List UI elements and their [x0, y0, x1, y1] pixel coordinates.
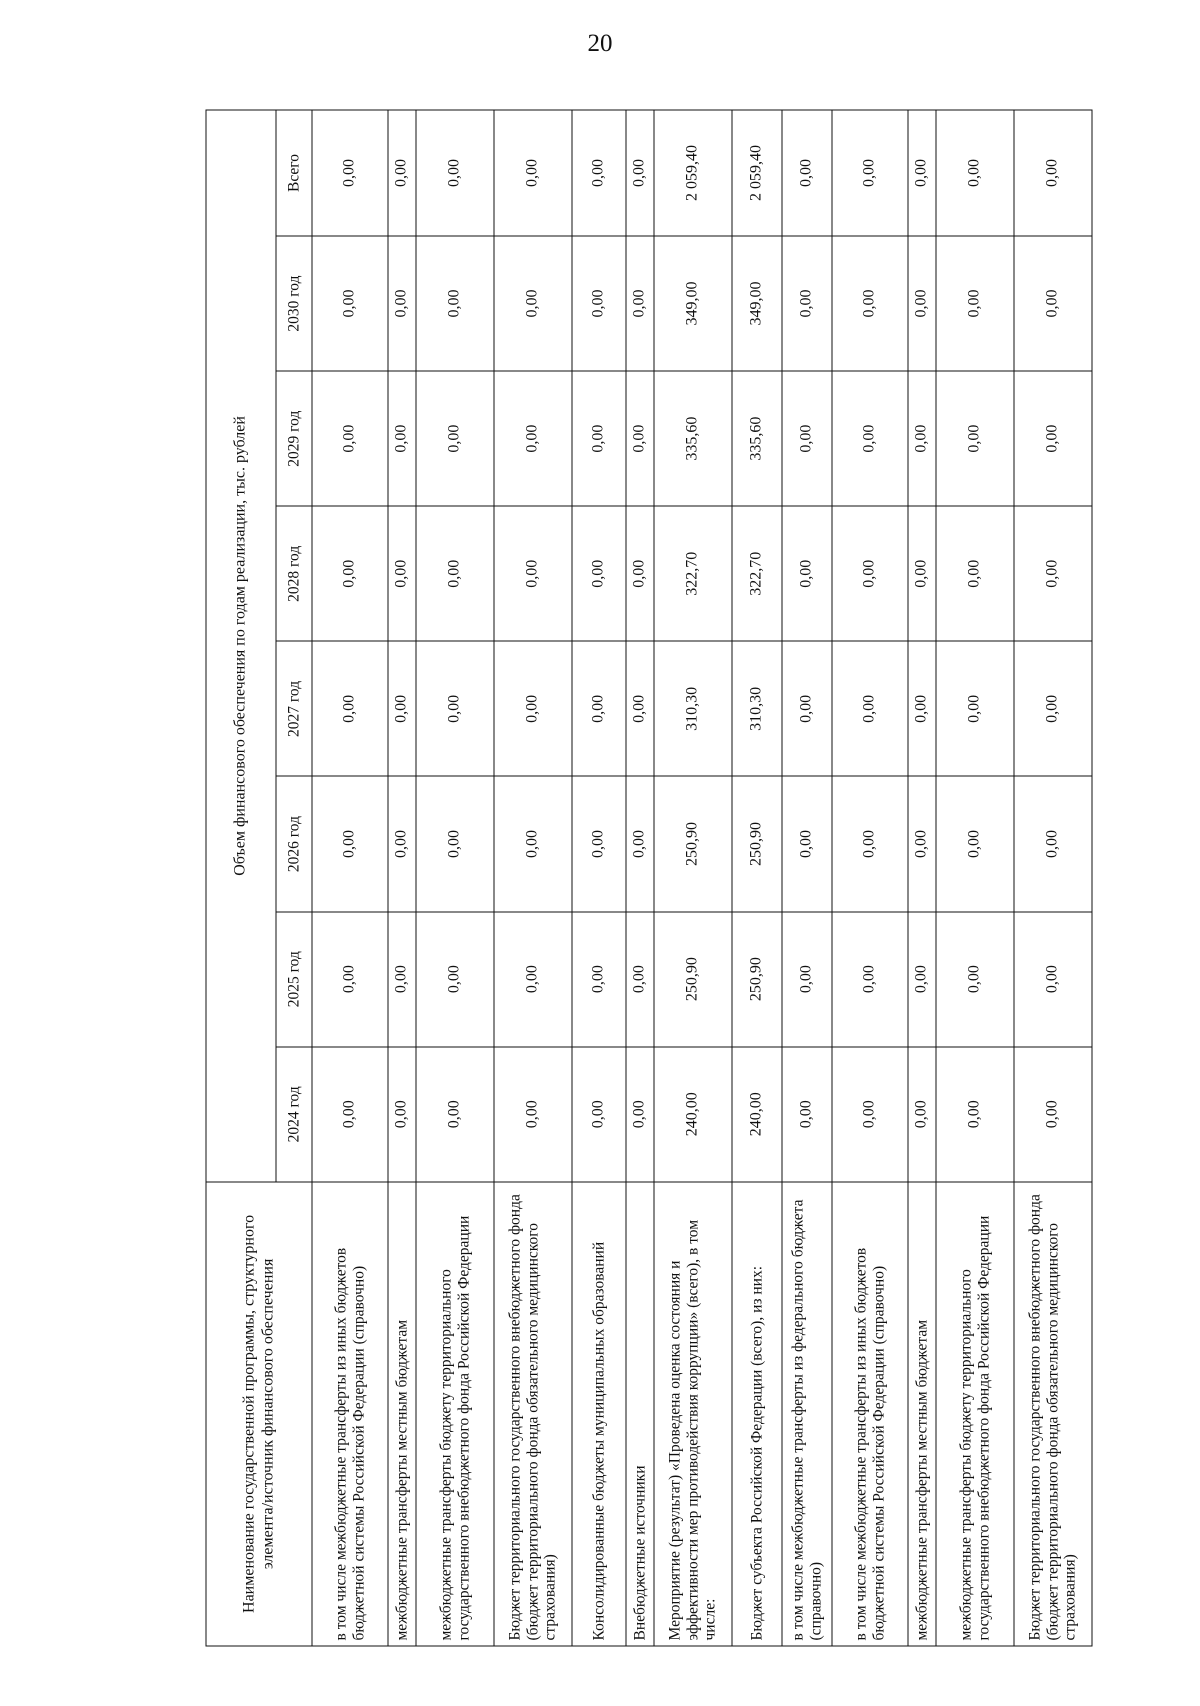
- cell-value: 0,00: [388, 506, 416, 641]
- cell-value: 0,00: [626, 776, 654, 911]
- cell-value: 0,00: [782, 776, 832, 911]
- cell-value: 0,00: [388, 641, 416, 776]
- cell-value: 0,00: [312, 641, 388, 776]
- header-year-2029: 2029 год: [276, 371, 312, 506]
- cell-value: 335,60: [732, 371, 782, 506]
- cell-value: 250,90: [732, 776, 782, 911]
- cell-value: 0,00: [908, 641, 936, 776]
- row-name: Бюджет территориального государственного внебюджетного фонда (бюджет территориального фонда обязательного медицинского страхования): [494, 1182, 572, 1646]
- row-name: Мероприятие (результат) «Проведена оценка состояния и эффективности мер противодействия коррупции» (всего), в том числе:: [654, 1182, 732, 1646]
- table-row: [494, 110, 572, 1646]
- cell-value: 0,00: [782, 1047, 832, 1182]
- table-row: [1014, 110, 1092, 1646]
- cell-value: 2 059,40: [654, 110, 732, 236]
- cell-value: 0,00: [572, 1047, 626, 1182]
- cell-value: 0,00: [1014, 776, 1092, 911]
- header-total: Всего: [276, 110, 312, 236]
- header-year-2027: 2027 год: [276, 641, 312, 776]
- row-name: Бюджет субъекта Российской Федерации (всего), из них:: [732, 1182, 782, 1646]
- cell-value: 0,00: [782, 912, 832, 1047]
- cell-value: 0,00: [936, 912, 1014, 1047]
- header-year-2030: 2030 год: [276, 236, 312, 371]
- cell-value: 0,00: [908, 371, 936, 506]
- cell-value: 0,00: [1014, 236, 1092, 371]
- cell-value: 0,00: [494, 506, 572, 641]
- cell-value: 322,70: [732, 506, 782, 641]
- cell-value: 0,00: [832, 776, 908, 911]
- cell-value: 0,00: [312, 912, 388, 1047]
- table-row: [654, 110, 732, 1646]
- cell-value: 0,00: [312, 236, 388, 371]
- cell-value: 0,00: [494, 912, 572, 1047]
- table-row: [312, 110, 388, 1646]
- cell-value: 0,00: [1014, 912, 1092, 1047]
- row-name: Консолидированные бюджеты муниципальных образований: [572, 1182, 626, 1646]
- cell-value: 0,00: [494, 776, 572, 911]
- cell-value: 0,00: [626, 641, 654, 776]
- rotated-table-container: [206, 110, 1079, 1647]
- cell-value: 0,00: [626, 1047, 654, 1182]
- cell-value: 0,00: [936, 236, 1014, 371]
- cell-value: 0,00: [312, 776, 388, 911]
- cell-value: 2 059,40: [732, 110, 782, 236]
- cell-value: 0,00: [572, 110, 626, 236]
- cell-value: 0,00: [782, 641, 832, 776]
- cell-value: 0,00: [494, 641, 572, 776]
- row-name: Бюджет территориального государственного внебюджетного фонда (бюджет территориального фонда обязательного медицинского страхования): [1014, 1182, 1092, 1646]
- cell-value: 0,00: [388, 371, 416, 506]
- header-year-2024: 2024 год: [276, 1047, 312, 1182]
- cell-value: 349,00: [732, 236, 782, 371]
- cell-value: 335,60: [654, 371, 732, 506]
- cell-value: 0,00: [782, 110, 832, 236]
- cell-value: 0,00: [312, 1047, 388, 1182]
- cell-value: 0,00: [572, 912, 626, 1047]
- cell-value: 0,00: [388, 1047, 416, 1182]
- cell-value: 322,70: [654, 506, 732, 641]
- cell-value: 0,00: [572, 641, 626, 776]
- cell-value: 0,00: [1014, 1047, 1092, 1182]
- cell-value: 0,00: [832, 641, 908, 776]
- financing-table: [206, 110, 1093, 1647]
- row-name: межбюджетные трансферты местным бюджетам: [388, 1182, 416, 1646]
- row-name: Внебюджетные источники: [626, 1182, 654, 1646]
- cell-value: 0,00: [936, 506, 1014, 641]
- header-name-column: Наименование государственной программы, структурного элемента/источник финансового обеспечения: [206, 1182, 312, 1646]
- cell-value: 0,00: [1014, 110, 1092, 236]
- cell-value: 0,00: [832, 110, 908, 236]
- cell-value: 0,00: [782, 506, 832, 641]
- cell-value: 0,00: [908, 776, 936, 911]
- table-row: [388, 110, 416, 1646]
- cell-value: 0,00: [908, 236, 936, 371]
- cell-value: 0,00: [312, 506, 388, 641]
- cell-value: 0,00: [416, 1047, 494, 1182]
- row-name: межбюджетные трансферты бюджету территориального государственного внебюджетного фонда Российской Федерации: [416, 1182, 494, 1646]
- cell-value: 0,00: [416, 641, 494, 776]
- header-volume-group: Объем финансового обеспечения по годам реализации, тыс. рублей: [206, 110, 276, 1182]
- cell-value: 0,00: [416, 110, 494, 236]
- cell-value: 0,00: [832, 236, 908, 371]
- cell-value: 0,00: [494, 1047, 572, 1182]
- cell-value: 0,00: [782, 236, 832, 371]
- cell-value: 0,00: [782, 371, 832, 506]
- cell-value: 0,00: [494, 371, 572, 506]
- cell-value: 250,90: [654, 912, 732, 1047]
- cell-value: 0,00: [1014, 506, 1092, 641]
- table-row: [416, 110, 494, 1646]
- cell-value: 310,30: [654, 641, 732, 776]
- cell-value: 0,00: [494, 236, 572, 371]
- table-row: [782, 110, 832, 1646]
- cell-value: 250,90: [654, 776, 732, 911]
- cell-value: 0,00: [626, 506, 654, 641]
- cell-value: 0,00: [572, 371, 626, 506]
- row-name: в том числе межбюджетные трансферты из иных бюджетов бюджетной системы Российской Федерации (справочно): [832, 1182, 908, 1646]
- cell-value: 0,00: [832, 506, 908, 641]
- cell-value: 250,90: [732, 912, 782, 1047]
- cell-value: 0,00: [388, 912, 416, 1047]
- cell-value: 0,00: [416, 371, 494, 506]
- cell-value: 0,00: [626, 236, 654, 371]
- cell-value: 0,00: [312, 110, 388, 236]
- cell-value: 0,00: [1014, 641, 1092, 776]
- table-row: [908, 110, 936, 1646]
- cell-value: 0,00: [936, 371, 1014, 506]
- cell-value: 0,00: [936, 776, 1014, 911]
- cell-value: 240,00: [732, 1047, 782, 1182]
- cell-value: 0,00: [416, 236, 494, 371]
- cell-value: 0,00: [1014, 371, 1092, 506]
- cell-value: 240,00: [654, 1047, 732, 1182]
- cell-value: 0,00: [832, 371, 908, 506]
- row-name: в том числе межбюджетные трансферты из иных бюджетов бюджетной системы Российской Федерации (справочно): [312, 1182, 388, 1646]
- cell-value: 0,00: [908, 1047, 936, 1182]
- header-year-2028: 2028 год: [276, 506, 312, 641]
- cell-value: 0,00: [936, 110, 1014, 236]
- table-row: [572, 110, 626, 1646]
- cell-value: 0,00: [832, 912, 908, 1047]
- table-row: [626, 110, 654, 1646]
- row-name: в том числе межбюджетные трансферты из федерального бюджета (справочно): [782, 1182, 832, 1646]
- row-name: межбюджетные трансферты местным бюджетам: [908, 1182, 936, 1646]
- header-year-2025: 2025 год: [276, 912, 312, 1047]
- cell-value: 0,00: [416, 912, 494, 1047]
- cell-value: 0,00: [626, 912, 654, 1047]
- row-name: межбюджетные трансферты бюджету территориального государственного внебюджетного фонда Российской Федерации: [936, 1182, 1014, 1646]
- header-year-2026: 2026 год: [276, 776, 312, 911]
- cell-value: 0,00: [936, 641, 1014, 776]
- cell-value: 0,00: [388, 236, 416, 371]
- cell-value: 0,00: [908, 110, 936, 236]
- cell-value: 0,00: [572, 776, 626, 911]
- cell-value: 0,00: [626, 371, 654, 506]
- cell-value: 349,00: [654, 236, 732, 371]
- table-row: [936, 110, 1014, 1646]
- cell-value: 0,00: [388, 776, 416, 911]
- cell-value: 0,00: [936, 1047, 1014, 1182]
- cell-value: 310,30: [732, 641, 782, 776]
- cell-value: 0,00: [908, 912, 936, 1047]
- cell-value: 0,00: [572, 506, 626, 641]
- cell-value: 0,00: [908, 506, 936, 641]
- cell-value: 0,00: [626, 110, 654, 236]
- table-row: [732, 110, 782, 1646]
- cell-value: 0,00: [832, 1047, 908, 1182]
- cell-value: 0,00: [388, 110, 416, 236]
- cell-value: 0,00: [572, 236, 626, 371]
- cell-value: 0,00: [416, 776, 494, 911]
- cell-value: 0,00: [312, 371, 388, 506]
- table-row: [832, 110, 908, 1646]
- page-number: 20: [587, 30, 613, 57]
- cell-value: 0,00: [494, 110, 572, 236]
- cell-value: 0,00: [416, 506, 494, 641]
